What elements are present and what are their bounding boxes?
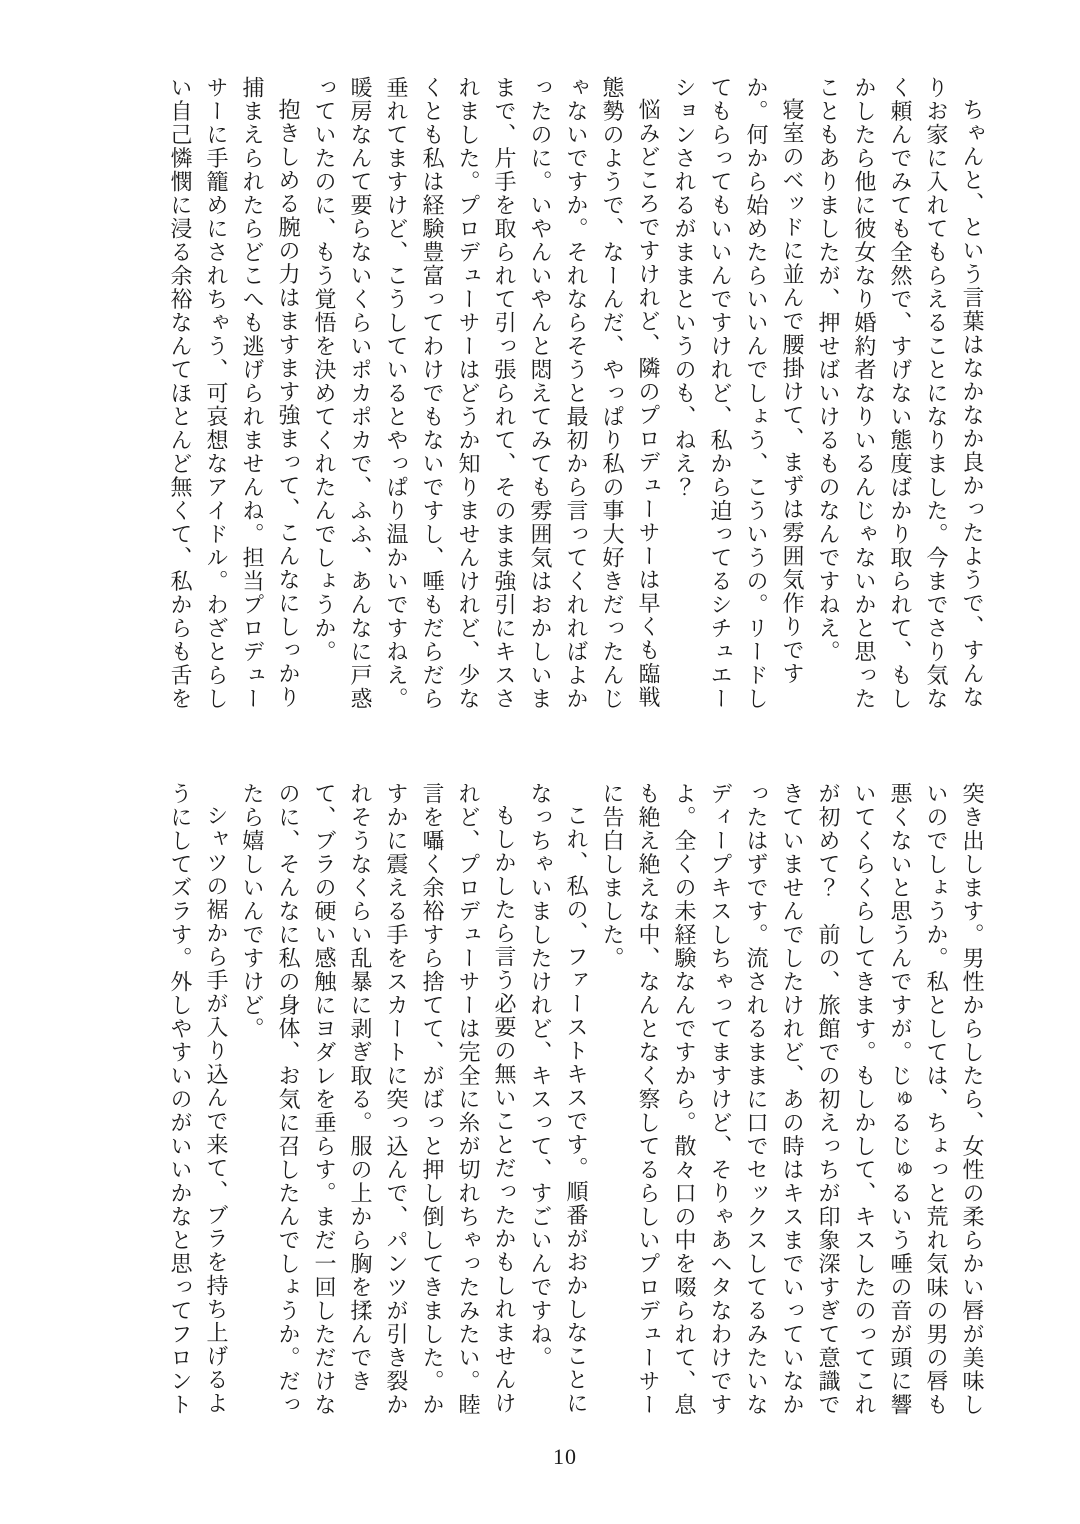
paragraph: 寝室のベッドに並んで腰掛けて、まずは雰囲気作りですか。何から始めたらいいんでしょう、こういうの。リードしてもらってもいいんですけれど、私から迫ってるシチュエーションされるがままというのも、ねえ？ (672, 76, 805, 711)
upper-text-block (154, 76, 990, 718)
paragraph-continuation: 突き出します。男性からしたら、女性の柔らかい唇が美味しいのでしょうか。私としては、ちょっと荒れ気味の男の唇も悪くないと思うんですが。じゅるじゅるいう唾の音が頭に響いてくらくらしてきます。もしかして、キスしたのってこれが初めて？ 前の、旅館での初えっちが印象深すぎて意識できていませんでしたけれど、あの時はキスまでいっていなかったはずです。流されるままに口でセックスしてるみたいなディープキスしちゃってますけど、そりゃあヘタなわけですよ。全くの未経験なんですから。散々口の中を啜られて、息も絶え絶えな中、なんとなく察してるらしいプロデューサーに告白しました。 (600, 782, 985, 1417)
paragraph: ちゃんと、という言葉はなかなか良かったようで、すんなりお家に入れてもらえることになりました。今までさり気なく頼んでみても全然で、すげない態度ばかり取られて、もしかしたら他に彼女なり婚約者なりいるんじゃないかと思ったこともありましたが、押せばいけるものなんですねえ。 (816, 76, 985, 711)
paragraph: 抱きしめる腕の力はますます強まって、こんなにしっかり捕まえられたらどこへも逃げられませんね。担当プロデューサーに手籠めにされちゃう、可哀想なアイドル。わざとらしい自己憐憫に浸る余裕なんてほとんど無くて、私からも舌を (168, 76, 301, 711)
paragraph: これ、私の、ファーストキスです。順番がおかしなことになっちゃいましたけれど、キスって、すごいんですね。 (528, 782, 589, 1415)
paragraph: もしかしたら言う必要の無いことだったかもしれませんけれど、プロデューサーは完全に糸が切れちゃったみたい。睦言を囁く余裕すら捨てて、がばっと押し倒してきました。かすかに震える手をスカートに突っ込んで、パンツが引き裂かれそうなくらい乱暴に剥ぎ取る。服の上から胸を揉んできて、ブラの硬い感触にヨダレを垂らす。まだ一回しただけなのに、そんなに私の身体、お気に召したんでしょうか。だったら嬉しいんですけど。 (240, 782, 517, 1417)
paragraph: シャツの裾から手が入り込んで来て、ブラを持ち上げるようにしてズラす。外しやすいのがいいかなと思ってフロント (168, 782, 229, 1417)
page-number: 10 (553, 1444, 577, 1469)
lower-text-block (154, 782, 990, 1424)
paragraph: 悩みどころですけれど、隣のプロデューサーは早くも臨戦態勢のようで、なーんだ、やっぱり私の事大好きだったんじゃないですか。それならそうと最初から言ってくれればよかったのに。いやんいやんと悶えてみても雰囲気はおかしいままで、片手を取られて引っ張られて、そのまま強引にキスされました。プロデューサーはどうか知りませんけれど、少なくとも私は経験豊富ってわけでもないですし、唾もだらだら垂れてますけど、こうしているとやっぱり温かいですねえ。暖房なんて要らないくらいポカポカで、ふふ、あんなに戸惑っていたのに、もう覚悟を決めてくれたんでしょうか。 (312, 76, 661, 711)
